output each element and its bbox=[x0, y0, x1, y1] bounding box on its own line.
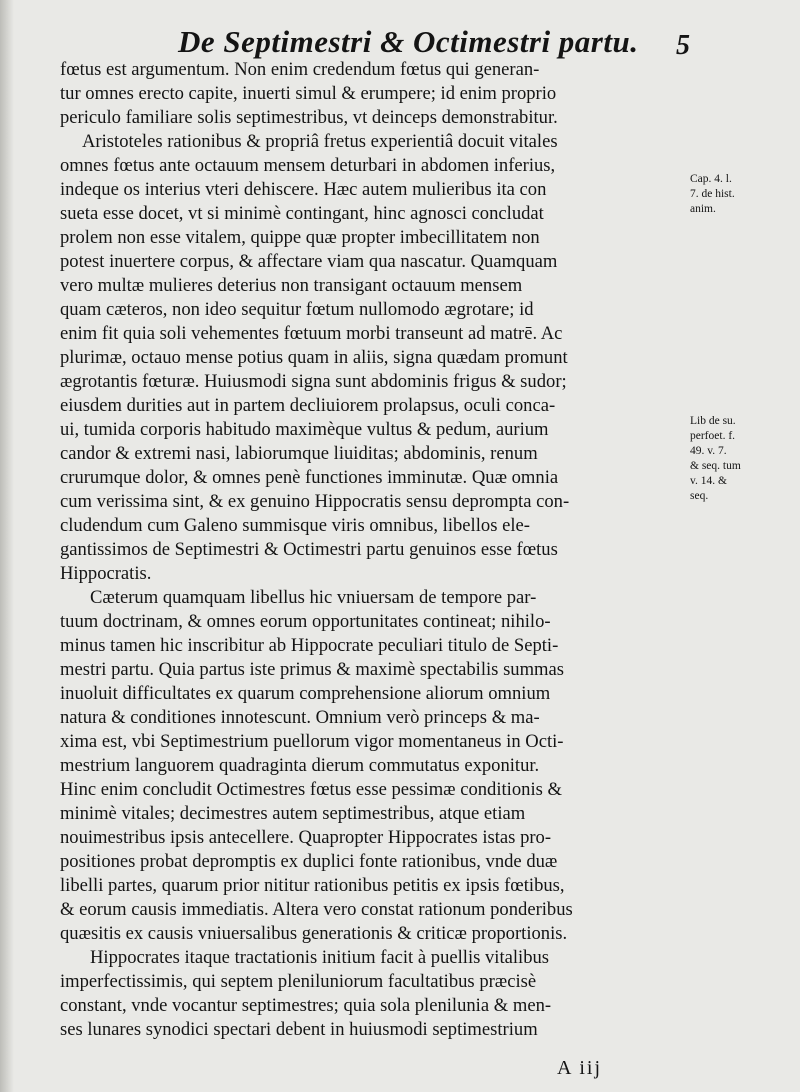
text-line: ægrotantis fœturæ. Huiusmodi signa sunt abdominis frigus & sudor; bbox=[60, 371, 567, 392]
text-line: natura & conditiones innotescunt. Omnium verò princeps & ma- bbox=[60, 707, 540, 728]
text-line: quam cæteros, non ideo sequitur fœtum nullomodo ægrotare; id bbox=[60, 299, 534, 320]
text-line: imperfectissimis, qui septem pleniluniorum facultatibus præcisè bbox=[60, 971, 537, 992]
text-line: & eorum causis immediatis. Altera vero constat rationum ponderibus bbox=[60, 899, 573, 920]
main-text-block bbox=[60, 58, 700, 1042]
text-line: ses lunares synodici spectari debent in huiusmodi septimestrium bbox=[60, 1019, 538, 1040]
text-line: omnes fœtus ante octauum mensem deturbari in abdomen inferius, bbox=[60, 155, 556, 176]
margin-note-line: Cap. 4. l. bbox=[690, 173, 732, 185]
text-line: ui, tumida corporis habitudo maximèque vultus & pedum, aurium bbox=[60, 419, 549, 440]
text-line: minus tamen hic inscribitur ab Hippocrate peculiari titulo de Septi- bbox=[60, 635, 559, 656]
text-line: cum verissima sint, & ex genuino Hippocratis sensu deprompta con- bbox=[60, 491, 570, 512]
margin-note-aristotle bbox=[690, 172, 796, 217]
text-line: eiusdem durities aut in partem decliuiorem prolapsus, oculi conca- bbox=[60, 395, 556, 416]
margin-note-line: seq. bbox=[690, 490, 709, 502]
page-header bbox=[0, 10, 800, 61]
running-title: De Septimestri & Octimestri partu. bbox=[178, 24, 639, 59]
text-line: mestri partu. Quia partus iste primus & maximè spectabilis summas bbox=[60, 659, 565, 680]
margin-note-line: v. 14. & bbox=[690, 475, 727, 487]
text-line: tur omnes erecto capite, inuerti simul & erumpere; id enim proprio bbox=[60, 83, 557, 104]
text-line: gantissimos de Septimestri & Octimestri partu genuinos esse fœtus bbox=[60, 539, 558, 560]
scan-edge bbox=[0, 0, 14, 1092]
text-line: Hinc enim concludit Octimestres fœtus esse pessimæ conditionis & bbox=[60, 779, 562, 800]
text-line: fœtus est argumentum. Non enim credendum fœtus qui generan- bbox=[60, 59, 540, 80]
text-line: periculo familiare solis septimestribus, vt deinceps demonstrabitur. bbox=[60, 107, 558, 128]
text-line: enim fit quia soli vehementes fœtuum morbi transeunt ad matrē. Ac bbox=[60, 323, 563, 344]
text-line: candor & extremi nasi, labiorumque liuiditas; abdominis, renum bbox=[60, 443, 538, 464]
page-number: 5 bbox=[676, 30, 690, 61]
text-line: libelli partes, quarum prior nititur rationibus petitis ex ipsis fœtibus, bbox=[60, 875, 565, 896]
text-line: potest inuertere corpus, & affectare viam qua nascatur. Quamquam bbox=[60, 251, 558, 272]
margin-note-line: & seq. tum bbox=[690, 460, 741, 472]
margin-note-line: 49. v. 7. bbox=[690, 445, 727, 457]
margin-note-line: perfoet. f. bbox=[690, 430, 736, 442]
text-line: sueta esse docet, vt si minimè contingant, hinc agnosci concludat bbox=[60, 203, 544, 224]
text-line: minimè vitales; decimestres autem septimestribus, atque etiam bbox=[60, 803, 526, 824]
margin-note-line: anim. bbox=[690, 203, 716, 215]
text-line: cludendum cum Galeno summisque viris omnibus, libellos ele- bbox=[60, 515, 530, 536]
text-line: Hippocratis. bbox=[60, 563, 152, 584]
text-line: vero multæ mulieres deterius non transigant octauum mensem bbox=[60, 275, 523, 296]
text-line: xima est, vbi Septimestrium puellorum vigor momentaneus in Octi- bbox=[60, 731, 564, 752]
text-line: Cæterum quamquam libellus hic vniuersam de tempore par- bbox=[90, 587, 537, 608]
margin-note-line: 7. de hist. bbox=[690, 188, 735, 200]
text-line: nouimestribus ipsis antecellere. Quapropter Hippocrates istas pro- bbox=[60, 827, 552, 848]
text-line: plurimæ, octauo mense potius quam in aliis, signa quædam promunt bbox=[60, 347, 568, 368]
margin-note-line: Lib de su. bbox=[690, 415, 736, 427]
text-line: positiones probat depromptis ex duplici fonte rationibus, vnde duæ bbox=[60, 851, 558, 872]
text-line: prolem non esse vitalem, quippe quæ propter imbecillitatem non bbox=[60, 227, 540, 248]
margin-note-galen bbox=[690, 414, 796, 504]
text-line: mestrium languorem quadraginta dierum commutatus exponitur. bbox=[60, 755, 540, 776]
text-line: tuum doctrinam, & omnes eorum opportunitates contineat; nihilo- bbox=[60, 611, 551, 632]
text-line: indeque os interius vteri dehiscere. Hæc autem mulieribus ita con bbox=[60, 179, 547, 200]
text-line: constant, vnde vocantur septimestres; quia sola plenilunia & men- bbox=[60, 995, 552, 1016]
text-line: inuoluit difficultates ex quarum comprehensione aliorum omnium bbox=[60, 683, 551, 704]
text-line: Hippocrates itaque tractationis initium facit à puellis vitalibus bbox=[90, 947, 550, 968]
text-line: Aristoteles rationibus & propriâ fretus experientiâ docuit vitales bbox=[82, 131, 558, 152]
text-line: quæsitis ex causis vniuersalibus generationis & criticæ proportionis. bbox=[60, 923, 568, 944]
signature-mark: A iij bbox=[557, 1057, 603, 1079]
text-line: crurumque dolor, & omnes penè functiones imminutæ. Quæ omnia bbox=[60, 467, 559, 488]
